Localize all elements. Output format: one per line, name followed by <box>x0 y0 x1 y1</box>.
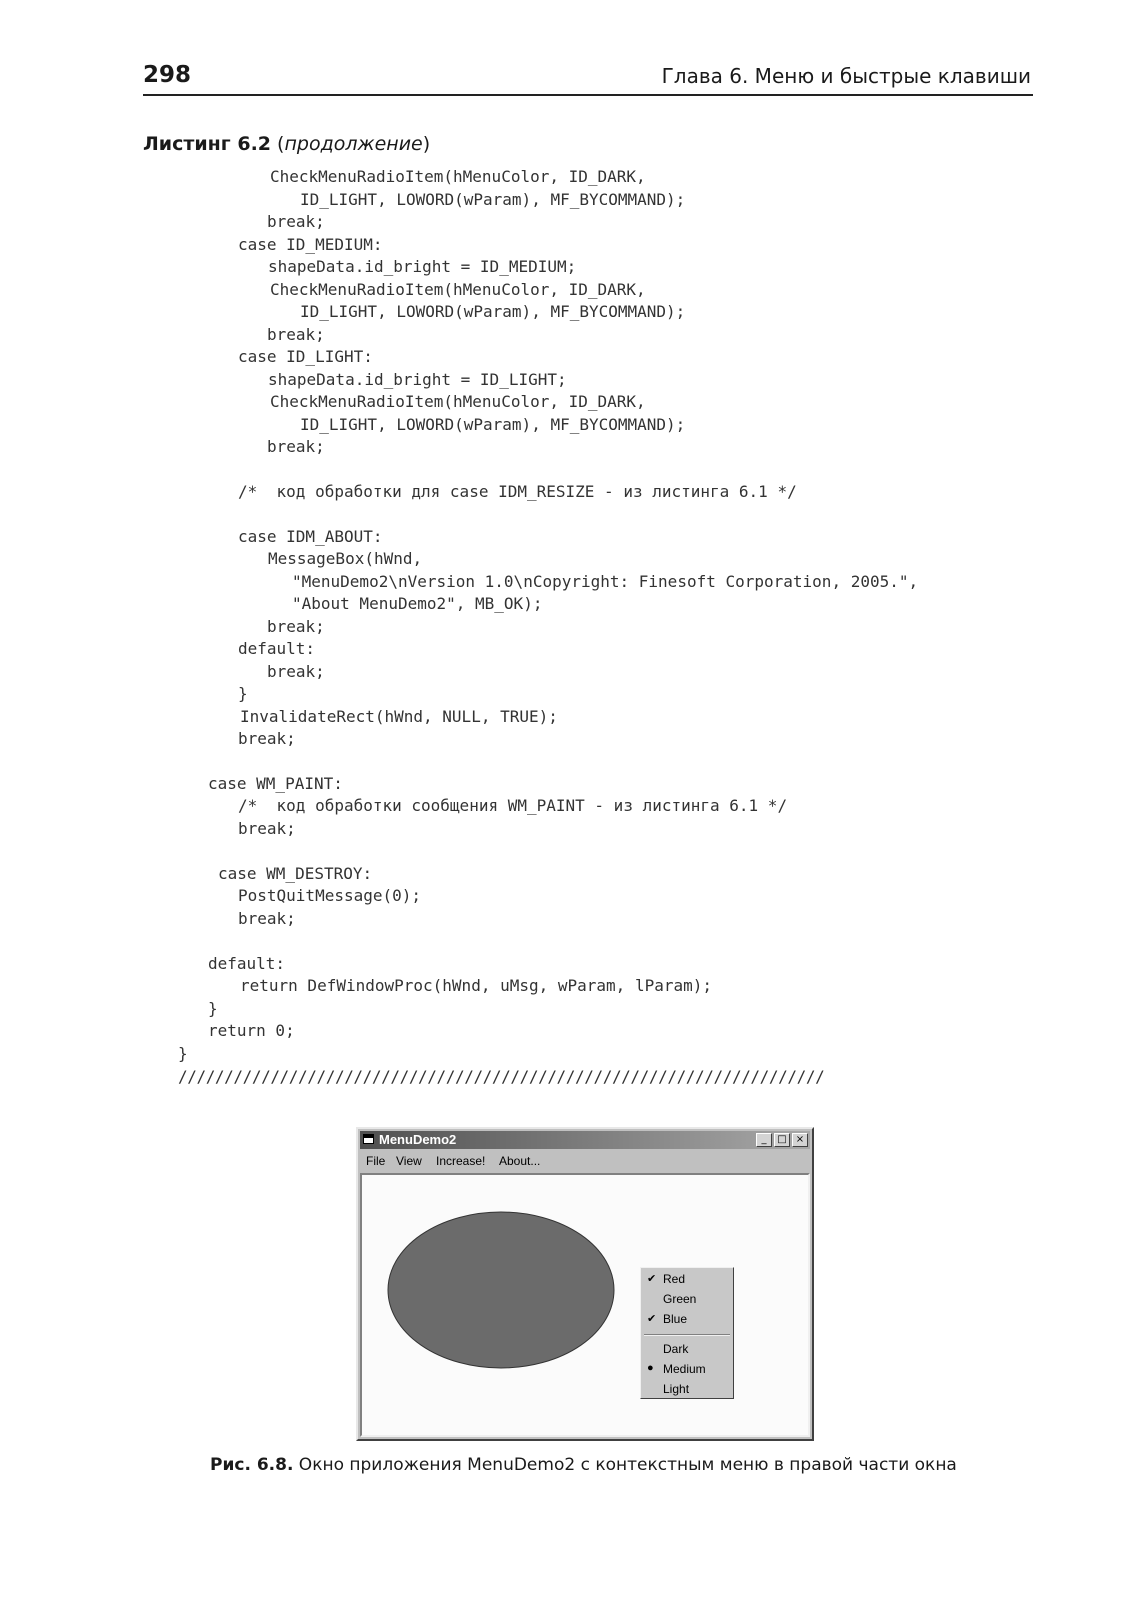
minimize-button[interactable]: _ <box>756 1133 772 1147</box>
maximize-button[interactable]: □ <box>774 1133 790 1147</box>
menu-file[interactable]: File <box>366 1154 386 1168</box>
code-line: case WM_PAINT: <box>208 774 343 793</box>
code-line: } <box>238 684 248 703</box>
chapter-title: Глава 6. Меню и быстрые клавиши <box>661 64 1031 88</box>
code-line: break; <box>238 729 296 748</box>
code-separator-line: ////////////////////////////////////////////////////////////////////// <box>178 1067 825 1086</box>
code-line: break; <box>267 437 325 456</box>
context-item-label: Light <box>663 1382 690 1396</box>
code-line: InvalidateRect(hWnd, NULL, TRUE); <box>240 707 558 726</box>
figure-caption-text: Окно приложения MenuDemo2 с контекстным меню в правой части окна <box>293 1455 957 1475</box>
code-line: case ID_LIGHT: <box>238 347 373 366</box>
context-item-label: Green <box>663 1292 697 1306</box>
code-comment: /* код обработки для case IDM_RESIZE - из листинга 6.1 */ <box>238 482 797 501</box>
code-line: case WM_DESTROY: <box>218 864 373 883</box>
code-line: } <box>178 1044 188 1063</box>
code-line: ID_LIGHT, LOWORD(wParam), MF_BYCOMMAND); <box>300 190 686 209</box>
menu-about[interactable]: About... <box>499 1154 541 1168</box>
code-line: ID_LIGHT, LOWORD(wParam), MF_BYCOMMAND); <box>300 302 686 321</box>
radio-icon: ● <box>647 1362 654 1374</box>
code-line: "About MenuDemo2", MB_OK); <box>292 594 543 613</box>
window-client-area[interactable] <box>360 1173 810 1437</box>
listing-continuation: продолжение <box>284 133 423 155</box>
context-item-medium[interactable] <box>641 1360 733 1379</box>
menu-increase[interactable]: Increase! <box>436 1154 486 1168</box>
context-item-light[interactable] <box>641 1380 733 1399</box>
code-line: CheckMenuRadioItem(hMenuColor, ID_DARK, <box>270 280 646 299</box>
code-line: case ID_MEDIUM: <box>238 235 383 254</box>
context-item-label: Blue <box>663 1312 688 1326</box>
context-item-label: Red <box>663 1272 686 1286</box>
window-icon <box>363 1134 374 1144</box>
check-icon: ✔ <box>647 1313 657 1325</box>
code-line: break; <box>267 325 325 344</box>
code-line: break; <box>267 212 325 231</box>
code-line: break; <box>238 909 296 928</box>
code-line: CheckMenuRadioItem(hMenuColor, ID_DARK, <box>270 392 646 411</box>
listing-title: Листинг 6.2 (продолжение) <box>143 133 431 155</box>
context-item-label: Medium <box>663 1362 706 1376</box>
window-titlebar[interactable] <box>360 1131 810 1149</box>
code-line: break; <box>267 662 325 681</box>
drawing-canvas <box>362 1175 812 1439</box>
menu-view[interactable]: View <box>396 1154 422 1168</box>
code-line: "MenuDemo2\nVersion 1.0\nCopyright: Finesoft Corporation, 2005.", <box>292 572 919 591</box>
context-item-red[interactable] <box>641 1270 733 1289</box>
code-line: PostQuitMessage(0); <box>238 886 422 905</box>
close-button[interactable]: × <box>792 1133 808 1147</box>
figure-caption <box>210 1455 957 1475</box>
figure-number: Рис. 6.8. <box>210 1455 294 1475</box>
code-line: return 0; <box>208 1021 295 1040</box>
code-line: } <box>208 999 218 1018</box>
code-line: shapeData.id_bright = ID_LIGHT; <box>268 370 567 389</box>
check-icon: ✔ <box>647 1273 657 1285</box>
code-comment: /* код обработки сообщения WM_PAINT - из листинга 6.1 */ <box>238 796 788 815</box>
code-line: CheckMenuRadioItem(hMenuColor, ID_DARK, <box>270 167 646 186</box>
context-menu-separator <box>644 1334 730 1336</box>
code-line: ID_LIGHT, LOWORD(wParam), MF_BYCOMMAND); <box>300 415 686 434</box>
code-line: default: <box>208 954 286 973</box>
code-line: MessageBox(hWnd, <box>268 549 423 568</box>
code-line: break; <box>267 617 325 636</box>
context-item-green[interactable] <box>641 1290 733 1309</box>
window-title: MenuDemo2 <box>379 1132 457 1147</box>
app-window-screenshot <box>356 1127 814 1441</box>
code-line: default: <box>238 639 316 658</box>
context-menu <box>640 1267 734 1399</box>
code-line: break; <box>238 819 296 838</box>
context-item-blue[interactable] <box>641 1310 733 1329</box>
code-line: case IDM_ABOUT: <box>238 527 383 546</box>
code-line: shapeData.id_bright = ID_MEDIUM; <box>268 257 577 276</box>
context-item-label: Dark <box>663 1342 689 1356</box>
ellipse-shape <box>388 1212 614 1368</box>
code-line: return DefWindowProc(hWnd, uMsg, wParam, lParam); <box>240 976 713 995</box>
context-item-dark[interactable] <box>641 1340 733 1359</box>
window-menubar <box>360 1151 810 1171</box>
listing-number: Листинг 6.2 <box>143 133 272 155</box>
page-number: 298 <box>143 62 192 88</box>
